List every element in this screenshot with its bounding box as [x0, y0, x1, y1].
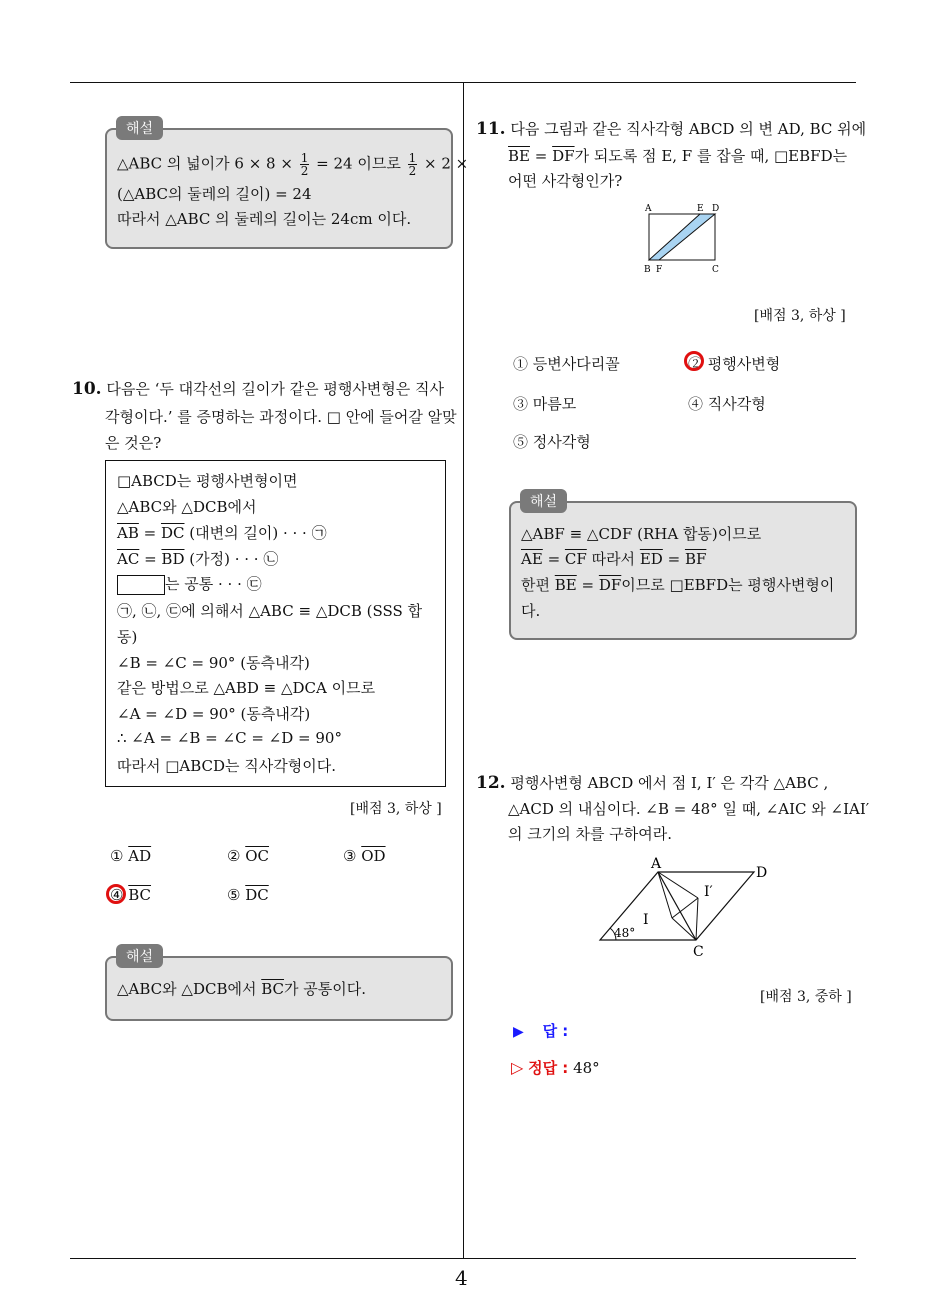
fraction-half [300, 152, 310, 177]
q11-line3: 어떤 사각형인가? [508, 172, 623, 190]
q12-text1: 평행사변형 ABCD 에서 점 I, I′ 은 각각 △ABC , [510, 774, 829, 792]
q10-line1 [72, 378, 444, 399]
seg-cf: $\overline{CF}$ [564, 550, 587, 568]
choice-mark: ① [513, 355, 529, 373]
correct-answer-row [511, 1057, 600, 1078]
label-i-prime: I′ [704, 884, 713, 900]
outline-play-icon: ▷ [511, 1058, 524, 1077]
proof-line-8: ∠B = ∠C = 90° (동측내각) [117, 654, 310, 672]
column-divider [463, 82, 464, 1258]
solution-tag: 해설 [116, 944, 163, 968]
seg-ac: $\overline{AC}$ [117, 550, 140, 568]
label-a: A [645, 204, 652, 214]
sol11-text-b: 이므로 □EBFD는 평행사변형이 [621, 576, 835, 594]
choice-text: $\overline{DC}$ [245, 886, 269, 904]
correct-value: 48° [573, 1059, 600, 1077]
solution-tag: 해설 [116, 116, 163, 140]
sol9-line3: 따라서 △ABC 의 둘레의 길이는 24cm 이다. [117, 210, 412, 228]
proof-line-5 [117, 573, 262, 595]
page-number: 4 [455, 1266, 468, 1290]
choice-mark: ② [227, 847, 241, 865]
sol10-text-a: △ABC와 △DCB에서 [117, 980, 257, 998]
q11-line2 [508, 145, 847, 166]
choice-text: 마름모 [532, 395, 577, 413]
choice-mark: ④ [688, 395, 704, 413]
frac-num: 1 [300, 151, 309, 165]
q11-choice-1[interactable] [513, 353, 620, 374]
sol11-text-mid: 따라서 [591, 550, 636, 568]
label-c: C [693, 944, 704, 960]
q10-choice-1[interactable] [110, 847, 151, 865]
q12-line2: △ACD 의 내심이다. ∠B = 48° 일 때, ∠AIC 와 ∠IAI′ [508, 800, 870, 818]
proof-line-3: $\overline{AB} = \overline{DC}$ (대변의 길이) · · · ㉠ [117, 524, 327, 542]
label-c: C [712, 265, 719, 275]
q11-choice-5[interactable] [513, 431, 591, 452]
choice-mark: ④ [110, 886, 124, 904]
sol11-line4: 다. [521, 602, 541, 620]
seg-be: $\overline{BE}$ [554, 576, 577, 594]
seg-df: $\overline{DF}$ [598, 576, 622, 594]
q11-meta: [배점 3, 하상 ] [754, 308, 846, 324]
sol9-line1 [117, 152, 468, 177]
q10-line3: 은 것은? [105, 434, 162, 452]
choice-text: $\overline{AD}$ [128, 847, 152, 865]
label-e: E [697, 204, 704, 214]
q10-line2: 각형이다.’ 를 증명하는 과정이다. □ 안에 들어갈 알맞 [105, 408, 457, 426]
q10-choice-5[interactable] [227, 886, 269, 904]
proof-line-12: 따라서 □ABCD는 직사각형이다. [117, 757, 337, 775]
proof-line-4: $\overline{AC} = \overline{BD}$ (가정) · · · ㉡ [117, 550, 279, 568]
bottom-rule [70, 1258, 856, 1259]
sol10-line [117, 978, 366, 999]
seg-ed: $\overline{ED}$ [639, 550, 663, 568]
label-a: A [651, 856, 662, 872]
correct-label: 정답 : [528, 1059, 569, 1077]
seg-df: $\overline{DF}$ [552, 147, 575, 165]
choice-text: 정사각형 [532, 433, 591, 451]
q10-choice-3[interactable] [343, 847, 386, 865]
choice-mark: ① [110, 847, 124, 865]
q12-number: 12. [476, 773, 506, 793]
sol11-text-a: 한편 [521, 576, 550, 594]
choice-text: $\overline{OD}$ [361, 847, 386, 865]
proof-line-2: △ABC와 △DCB에서 [117, 498, 257, 516]
label-d: D [756, 865, 768, 881]
frac-den: 2 [300, 164, 309, 178]
proof-line-7: 동) [117, 628, 138, 646]
choice-text: $\overline{OC}$ [245, 847, 270, 865]
q11-choice-3[interactable] [513, 393, 576, 414]
label-i: I [643, 912, 649, 928]
angle-label: 48° [614, 926, 636, 940]
choice-text: 직사각형 [707, 395, 766, 413]
seg-bc: $\overline{BC}$ [261, 980, 285, 998]
choice-mark: ③ [343, 847, 357, 865]
answer-row [513, 1020, 568, 1041]
proof-line-3-rest: (대변의 길이) · · · ㉠ [189, 524, 327, 542]
choice-mark: ⑤ [227, 886, 241, 904]
answer-blank [117, 575, 165, 595]
correct-answer-circle [106, 884, 126, 904]
q10-text1: 다음은 ‘두 대각선의 길이가 같은 평행사변형은 직사 [106, 380, 445, 398]
q11-text2-rest: 가 되도록 점 E, F 를 잡을 때, □EBFD는 [574, 147, 848, 165]
frac-num: 1 [408, 151, 417, 165]
rectangle-figure [640, 200, 730, 280]
seg-ab: $\overline{AB}$ [117, 524, 139, 542]
choice-text: 평행사변형 [707, 355, 781, 373]
proof-line-11: ∴ ∠A = ∠B = ∠C = ∠D = 90° [117, 729, 342, 747]
proof-line-10: ∠A = ∠D = 90° (동측내각) [117, 705, 311, 723]
sol10-text-c: 가 공통이다. [284, 980, 367, 998]
proof-line-4-rest: (가정) · · · ㉡ [189, 550, 279, 568]
q10-choice-2[interactable] [227, 847, 269, 865]
q10-meta: [배점 3, 하상 ] [350, 801, 442, 817]
proof-line-1: □ABCD는 평행사변형이면 [117, 472, 298, 490]
seg-bf: $\overline{BF}$ [684, 550, 707, 568]
label-b: B [644, 265, 651, 275]
sol11-line1: △ABF ≡ △CDF (RHA 합동)이므로 [521, 525, 762, 543]
sol9-line2: (△ABC의 둘레의 길이) = 24 [117, 185, 312, 203]
answer-label: 답 : [542, 1022, 569, 1040]
proof-line-6: ㉠, ㉡, ㉢에 의해서 △ABC ≡ △DCB (SSS 합 [117, 602, 423, 620]
proof-line-9: 같은 방법으로 △ABD ≡ △DCA 이므로 [117, 679, 376, 697]
seg-bd: $\overline{BD}$ [161, 550, 185, 568]
q11-line1 [476, 118, 866, 139]
q11-number: 11. [476, 119, 506, 139]
q12-meta: [배점 3, 중하 ] [760, 989, 852, 1005]
q11-choice-4[interactable] [688, 393, 766, 414]
sol9-text-b: = 24 이므로 [316, 154, 401, 173]
correct-answer-circle [684, 351, 704, 371]
seg-be: $\overline{BE}$ [508, 147, 530, 165]
sol11-line2: $\overline{AE} = \overline{CF}$ 따라서 $\overline{ED} = \overline{BF}$ [521, 550, 707, 568]
proof-line-5-text: 는 공통 · · · ㉢ [165, 575, 262, 593]
equals: = [534, 147, 548, 165]
label-f: F [656, 265, 663, 275]
q12-line1 [476, 772, 828, 793]
sol9-text-a: △ABC 의 넓이가 6 × 8 × [117, 154, 293, 173]
solution-box-q11 [509, 501, 857, 640]
label-d: D [712, 204, 720, 214]
play-icon: ▶ [513, 1024, 524, 1040]
seg-ae: $\overline{AE}$ [521, 550, 543, 568]
choice-text: 등변사다리꼴 [532, 355, 620, 373]
frac-den: 2 [408, 164, 417, 178]
choice-mark: ② [688, 355, 704, 373]
choice-mark: ⑤ [513, 433, 529, 451]
solution-tag: 해설 [520, 489, 567, 513]
choice-mark: ③ [513, 395, 529, 413]
fraction-half-2 [408, 152, 418, 177]
choice-text: $\overline{BC}$ [128, 886, 152, 904]
q12-line3: 의 크기의 차를 구하여라. [508, 825, 672, 843]
sol9-text-c: × 2 × [424, 154, 469, 173]
q11-text1: 다음 그림과 같은 직사각형 ABCD 의 변 AD, BC 위에 [510, 120, 867, 138]
parallelogram-figure [590, 852, 780, 962]
seg-dc: $\overline{DC}$ [160, 524, 185, 542]
q10-number: 10. [72, 379, 102, 399]
sol11-line3: 한편 $\overline{BE} = \overline{DF}$이므로 □EBFD는 평행사변형이 [521, 576, 835, 594]
